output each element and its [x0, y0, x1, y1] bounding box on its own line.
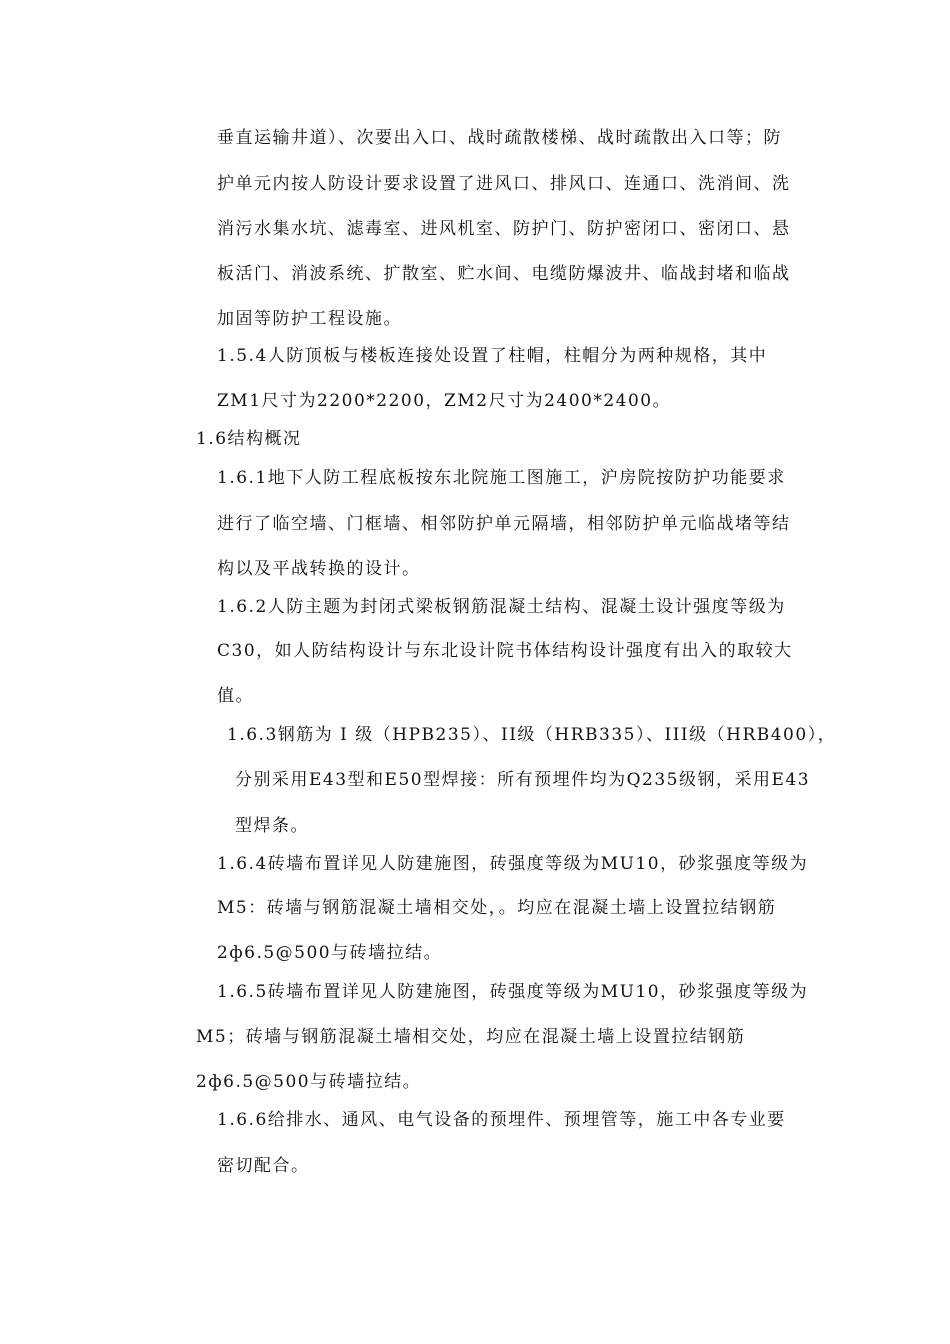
text-line: 型焊条。	[235, 816, 309, 836]
text-line: 2ф6.5@500与砖墙拉结。	[217, 943, 443, 963]
text-line: 密切配合。	[217, 1156, 310, 1176]
text-line: 值。	[217, 686, 254, 706]
text-line: 垂直运输井道）、次要出入口、战时疏散楼梯、战时疏散出入口等；防	[217, 128, 782, 148]
text-line: 进行了临空墙、门框墙、相邻防护单元隔墙，相邻防护单元临战堵等结	[217, 514, 791, 534]
text-line: 板活门、消波系统、扩散室、贮水间、电缆防爆波井、临战封堵和临战	[217, 264, 791, 284]
text-line: 构以及平战转换的设计。	[217, 559, 421, 579]
text-line: 加固等防护工程设施。	[217, 309, 402, 329]
section-1-6-2: 1.6.2人防主题为封闭式梁板钢筋混凝土结构、混凝土设计强度等级为	[217, 597, 786, 617]
section-heading-1-6: 1.6结构概况	[196, 429, 302, 449]
section-1-6-6: 1.6.6给排水、通风、电气设备的预埋件、预埋管等，施工中各专业要	[217, 1110, 786, 1130]
section-1-6-1: 1.6.1地下人防工程底板按东北院施工图施工，沪房院按防护功能要求	[217, 468, 786, 488]
text-line: C30，如人防结构设计与东北设计院书体结构设计强度有出入的取较大	[217, 641, 793, 661]
section-1-6-3: 1.6.3钢筋为 I 级（HPB235）、II级（HRB335）、III级（HRB400），	[227, 725, 837, 745]
text-line: ZM1尺寸为2200*2200，ZM2尺寸为2400*2400。	[217, 391, 672, 411]
text-line: M5：砖墙与钢筋混凝土墙相交处，。均应在混凝土墙上设置拉结钢筋	[217, 898, 777, 918]
text-line: 分别采用E43型和E50型焊接：所有预埋件均为Q235级钢，采用E43	[235, 770, 811, 790]
text-line: 2ф6.5@500与砖墙拉结。	[196, 1072, 422, 1092]
text-line: 消污水集水坑、滤毒室、进风机室、防护门、防护密闭口、密闭口、悬	[217, 219, 791, 239]
section-1-6-4: 1.6.4砖墙布置详见人防建施图，砖强度等级为MU10，砂浆强度等级为	[217, 854, 809, 874]
section-1-5-4: 1.5.4人防顶板与楼板连接处设置了柱帽，柱帽分为两种规格，其中	[217, 346, 768, 366]
text-line: M5；砖墙与钢筋混凝土墙相交处，均应在混凝土墙上设置拉结钢筋	[196, 1027, 746, 1047]
text-line: 护单元内按人防设计要求设置了进风口、排风口、连通口、洗消间、洗	[217, 174, 791, 194]
section-1-6-5: 1.6.5砖墙布置详见人防建施图，砖强度等级为MU10，砂浆强度等级为	[217, 982, 809, 1002]
